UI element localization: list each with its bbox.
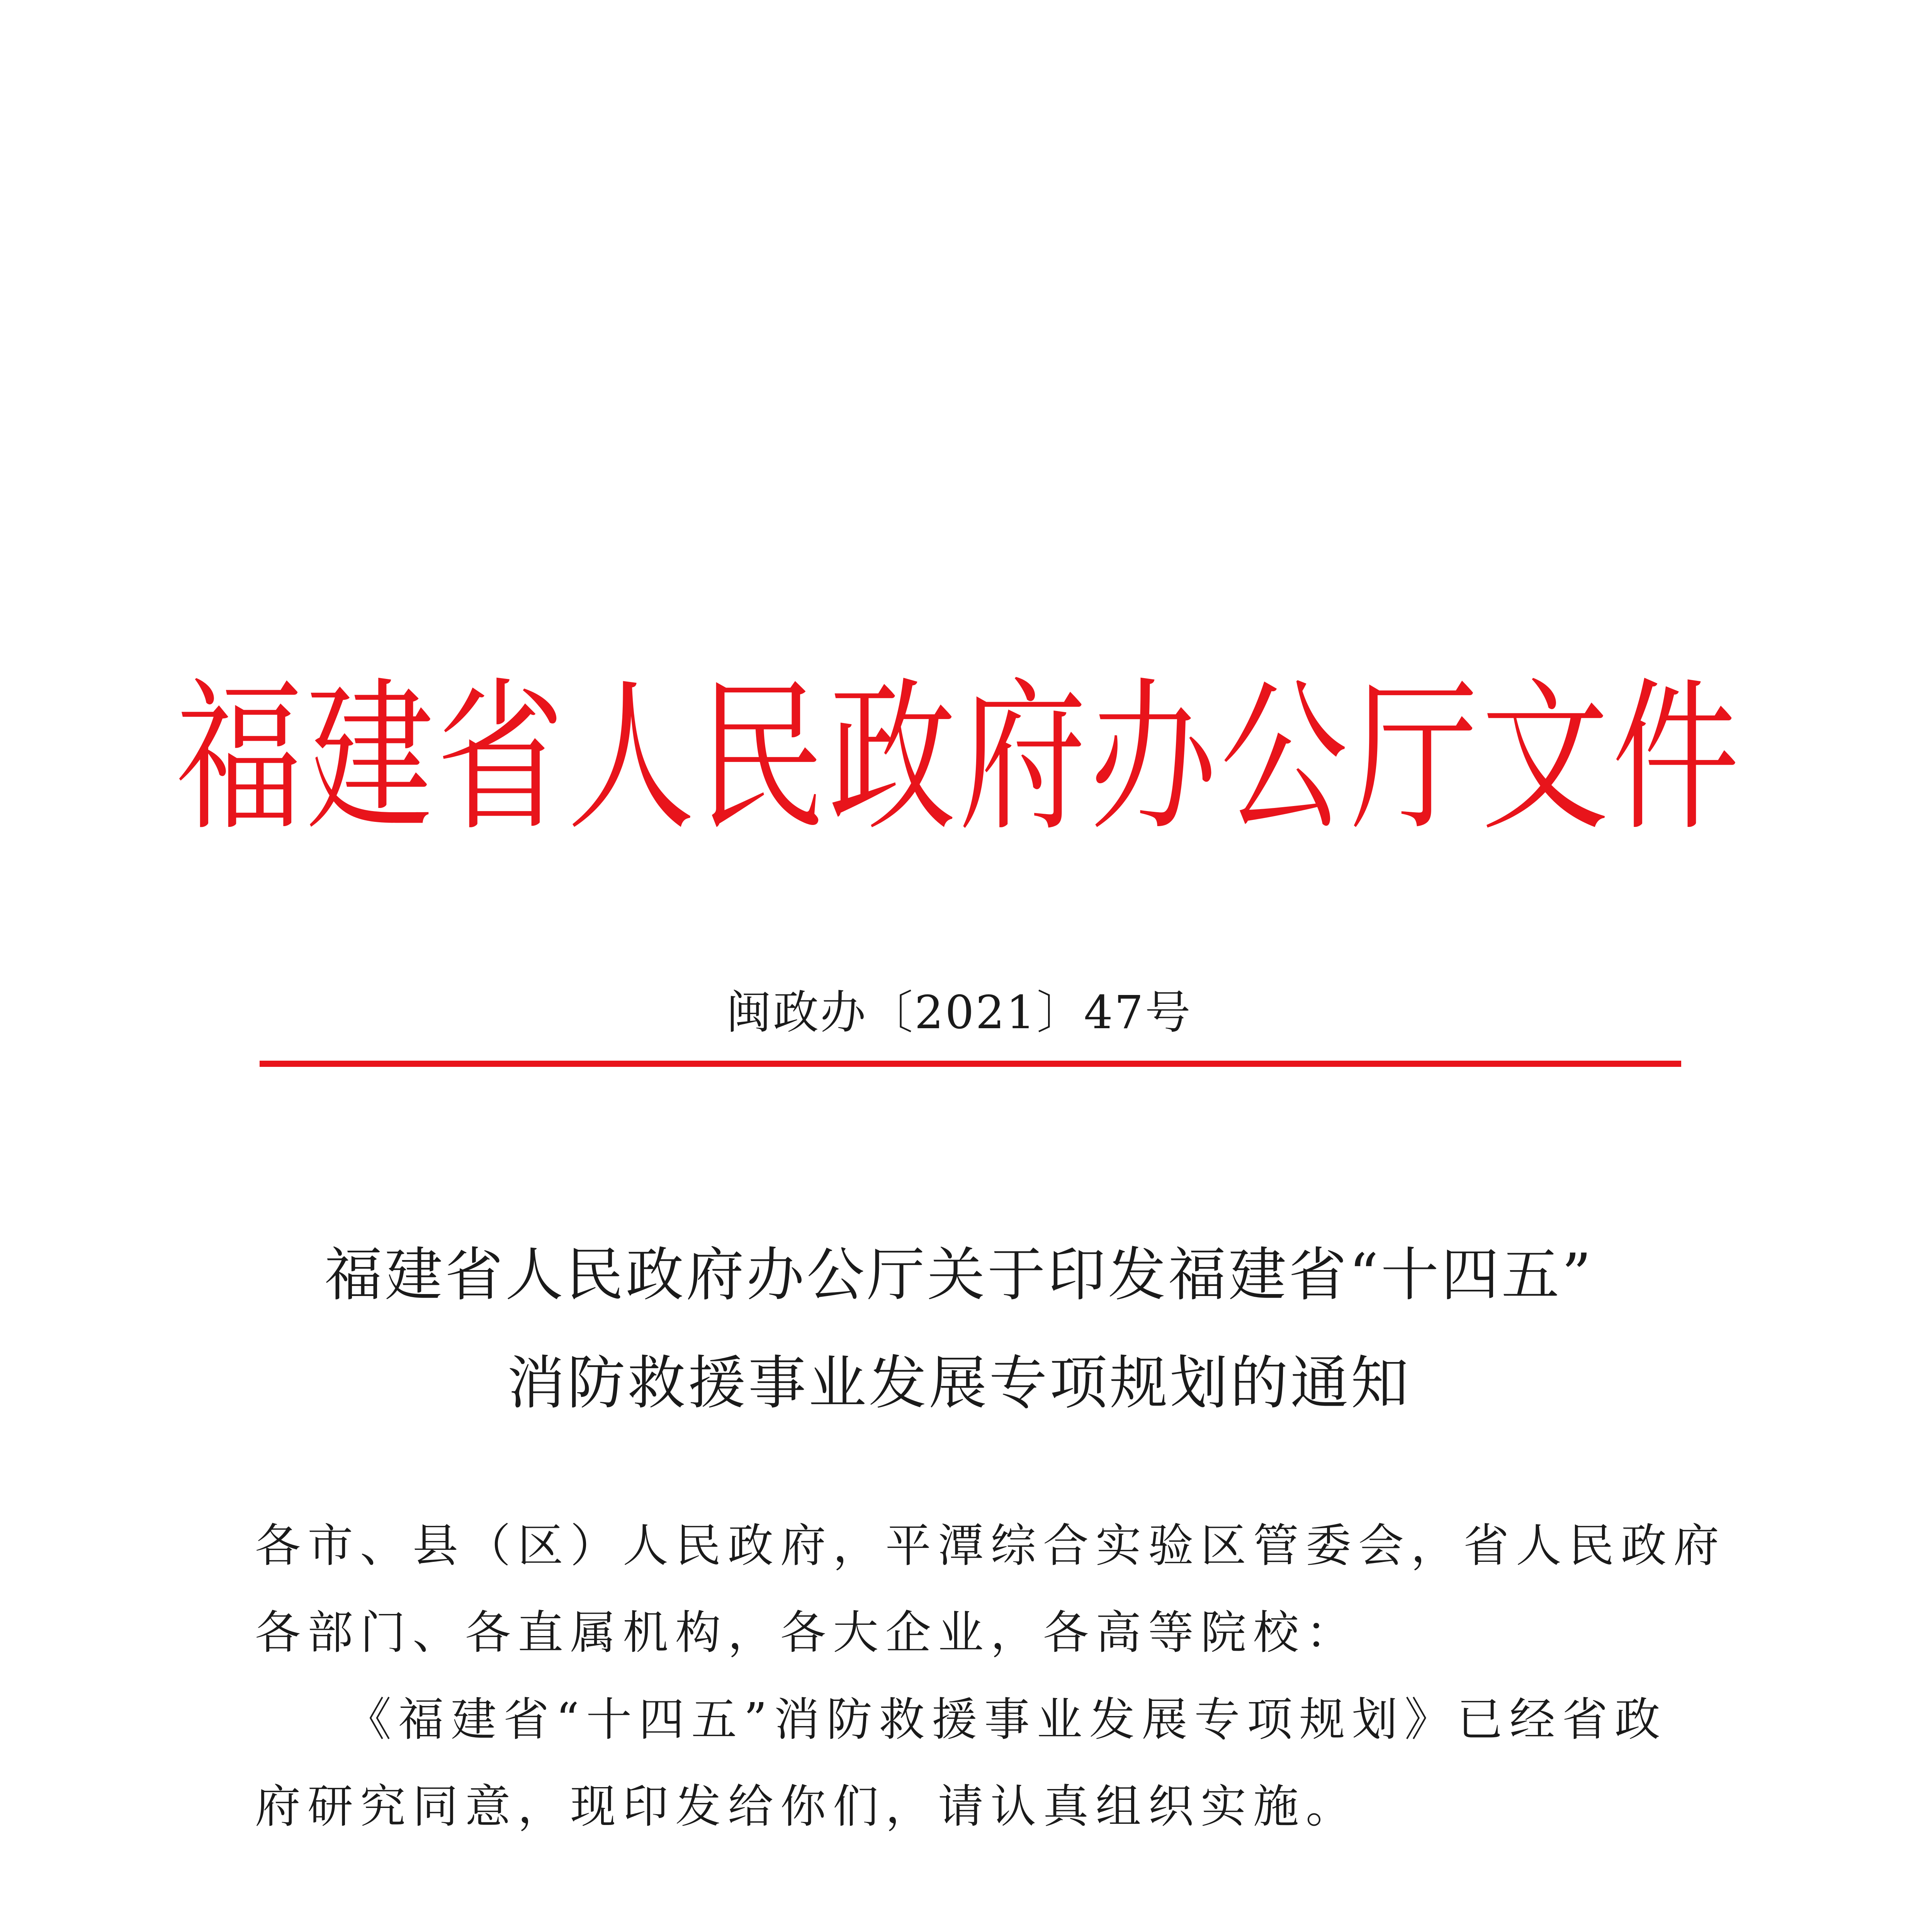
document-number: 闽政办〔2021〕47号 [726, 986, 1192, 1039]
notice-title-line-1: 福建省人民政府办公厅关于印发福建省“十四五” [324, 1242, 1594, 1309]
body-paragraph-line-2: 府研究同意，现印发给你们，请认真组织实施。 [255, 1780, 1359, 1833]
body-paragraph-line-1: 《福建省“十四五”消防救援事业发展专项规划》已经省政 [346, 1693, 1667, 1746]
addressee-line-2: 各部门、各直属机构，各大企业，各高等院校： [255, 1606, 1359, 1659]
notice-title-line-2: 消防救援事业发展专项规划的通知 [507, 1350, 1411, 1417]
red-divider-line [260, 1061, 1681, 1067]
issuer-header-title: 福建省人民政府办公厅文件 [175, 663, 1743, 853]
addressee-line-1: 各市、县（区）人民政府，平潭综合实验区管委会，省人民政府 [255, 1519, 1726, 1572]
